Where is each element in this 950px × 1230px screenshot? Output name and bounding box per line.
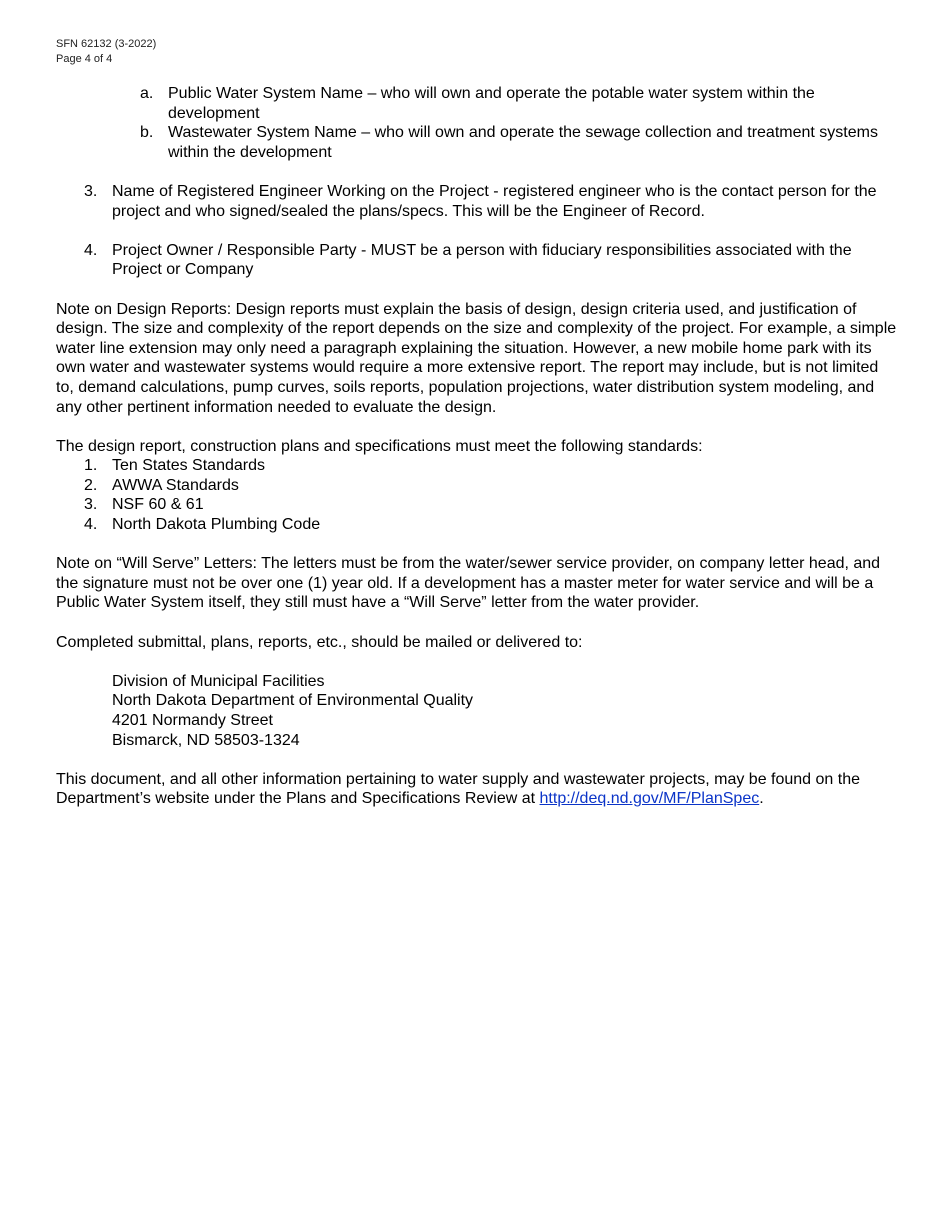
address-line: Bismarck, ND 58503-1324: [112, 731, 300, 749]
list-marker: b.: [140, 124, 154, 142]
website-text-end: .: [759, 790, 764, 808]
list-item-text: Name of Registered Engineer Working on the Project - registered engineer who is the contact person for the project and who signed/sealed the plans/specs. This will be the Engineer of Record.: [112, 182, 877, 220]
list-marker: 4.: [84, 241, 98, 259]
will-serve-note: Note on “Will Serve” Letters: The letters must be from the water/sewer service provider, on company letter head, and the signature must not be over one (1) year old. If a development has a master meter for water service and will be a Public Water System itself, they still must have a “Will Serve” letter from the water provider.: [56, 555, 881, 612]
list-item: [56, 182, 900, 221]
standards-item: [56, 456, 900, 476]
list-marker: 4.: [84, 516, 98, 534]
address-line: North Dakota Department of Environmental Quality: [112, 692, 474, 710]
standards-item: [56, 515, 900, 535]
mailing-address: [56, 672, 900, 750]
page-number: Page 4 of 4: [56, 53, 113, 65]
design-reports-note: Note on Design Reports: Design reports must explain the basis of design, design criteria used, and justification of design. The size and complexity of the report depends on the size and complexity of the project. For example, a simple water line extension may only need a paragraph explaining the situation. However, a new mobile home park with its own water and wastewater systems would require a more extensive report. The report may include, but is not limited to, demand calculations, pump curves, soils reports, population projections, water distribution system modeling, and any other pertinent information needed to evaluate the design.: [56, 300, 897, 416]
list-item-text: North Dakota Plumbing Code: [112, 516, 321, 534]
document-body: [56, 84, 900, 809]
list-marker: 2.: [84, 476, 98, 494]
website-text: This document, and all other information pertaining to water supply and wastewater projects, may be found on the Department’s website under the Plans and Specifications Review at: [56, 770, 861, 808]
form-number: SFN 62132 (3-2022): [56, 38, 157, 50]
address-line: 4201 Normandy Street: [112, 712, 273, 729]
list-item-text: Wastewater System Name – who will own and operate the sewage collection and treatment systems within the development: [168, 124, 878, 161]
standards-item: [56, 476, 900, 496]
list-item: [56, 84, 900, 123]
list-item: [56, 241, 900, 280]
address-line: Division of Municipal Facilities: [112, 672, 325, 690]
form-header: [56, 37, 156, 67]
plan-spec-link[interactable]: http://deq.nd.gov/MF/PlanSpec: [539, 790, 760, 808]
list-item-text: NSF 60 & 61: [112, 496, 204, 514]
list-marker: 3.: [84, 496, 98, 514]
list-marker: 1.: [84, 457, 98, 475]
list-item-text: AWWA Standards: [112, 476, 239, 494]
standards-item: [56, 495, 900, 515]
website-paragraph: [56, 770, 900, 809]
standards-intro: The design report, construction plans and specifications must meet the following standards:: [56, 437, 703, 455]
list-item: [56, 123, 900, 162]
list-marker: a.: [140, 85, 154, 102]
list-marker: 3.: [84, 182, 98, 200]
list-item-text: Ten States Standards: [112, 457, 265, 475]
list-item-text: Public Water System Name – who will own and operate the potable water system within the development: [168, 85, 815, 122]
list-item-text: Project Owner / Responsible Party - MUST be a person with fiduciary responsibilities associated with the Project or Company: [112, 241, 852, 279]
submittal-intro: Completed submittal, plans, reports, etc., should be mailed or delivered to:: [56, 633, 583, 651]
